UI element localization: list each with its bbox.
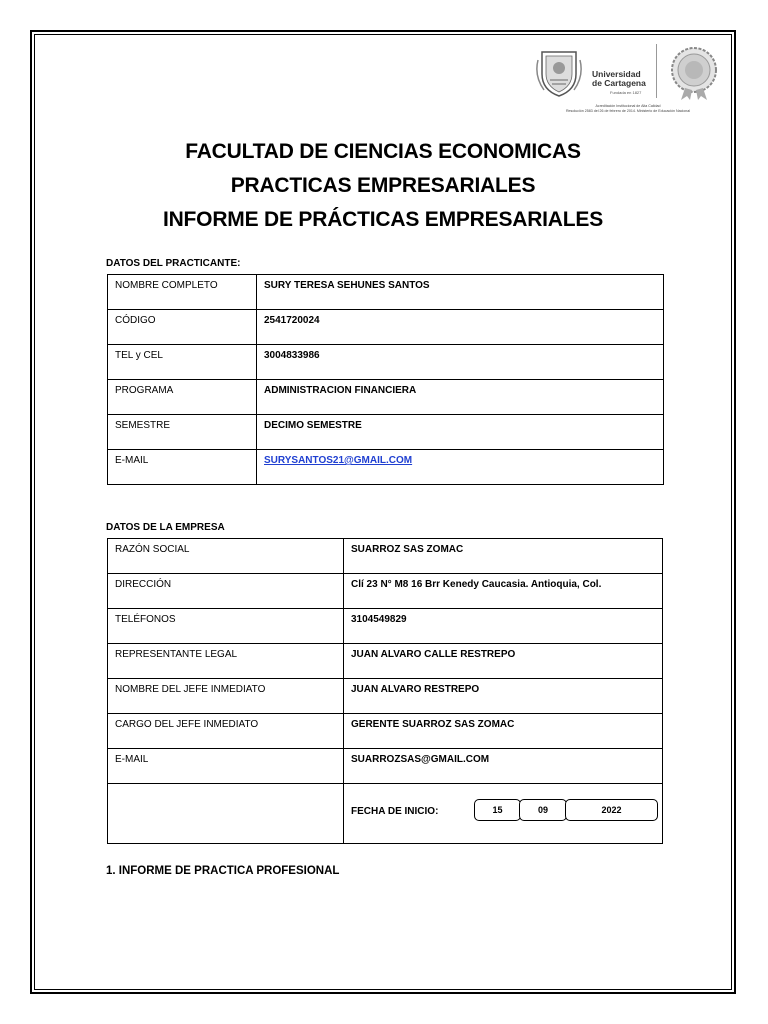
university-founded: Fundada en 1827 [610,90,642,95]
field-label: SEMESTRE [108,415,257,450]
field-value: SUARROZSAS@GMAIL.COM [344,749,663,784]
document-titles [34,135,732,237]
accreditation-seal-icon [665,44,723,102]
accreditation-text: Acreditación Institucional de Alta Calidad Resolución 2583 del 26 de febrero de 2014. Ministerio de Educación Nacional [565,104,691,113]
field-label: CÓDIGO [108,310,257,345]
field-label: E-MAIL [108,450,257,485]
field-label: RAZÓN SOCIAL [108,539,344,574]
table-row [108,539,663,574]
field-label: NOMBRE COMPLETO [108,275,257,310]
table-row [108,574,663,609]
field-value: ADMINISTRACION FINANCIERA [257,380,664,415]
field-value: Clí 23 N° M8 16 Brr Kenedy Caucasia. Antioquia, Col. [344,574,663,609]
logo-divider [656,44,657,98]
practicante-table [107,274,664,485]
field-label: NOMBRE DEL JEFE INMEDIATO [108,679,344,714]
field-value: 3004833986 [257,345,664,380]
field-value: JUAN ALVARO RESTREPO [344,679,663,714]
title-program: PRACTICAS EMPRESARIALES [230,174,536,197]
table-row [108,275,664,310]
field-label: E-MAIL [108,749,344,784]
field-value: SUARROZ SAS ZOMAC [344,539,663,574]
table-row [108,450,664,485]
section-practicante-title: DATOS DEL PRACTICANTE: [106,258,241,269]
field-label: REPRESENTANTE LEGAL [108,644,344,679]
field-value: GERENTE SUARROZ SAS ZOMAC [344,714,663,749]
field-value [257,450,664,485]
report-heading: 1. INFORME DE PRACTICA PROFESIONAL [106,865,340,877]
empty-cell [108,784,344,844]
table-row [108,380,664,415]
table-row [108,679,663,714]
field-label: CARGO DEL JEFE INMEDIATO [108,714,344,749]
title-faculty: FACULTAD DE CIENCIAS ECONOMICAS [185,140,581,163]
university-logo [530,42,710,122]
field-value: 3104549829 [344,609,663,644]
field-label: DIRECCIÓN [108,574,344,609]
table-row [108,345,664,380]
field-value: 2541720024 [257,310,664,345]
university-name: Universidad de Cartagena [592,69,646,88]
start-day-field[interactable]: 15 [474,799,521,821]
table-row [108,609,663,644]
title-report: INFORME DE PRÁCTICAS EMPRESARIALES [162,208,604,231]
start-month-field[interactable]: 09 [519,799,567,821]
field-label: TELÉFONOS [108,609,344,644]
start-date-label: FECHA DE INICIO: [344,784,663,844]
table-row [108,310,664,345]
table-row [108,415,664,450]
field-label: PROGRAMA [108,380,257,415]
start-year-field[interactable]: 2022 [565,799,658,821]
field-label: TEL y CEL [108,345,257,380]
field-value: JUAN ALVARO CALLE RESTREPO [344,644,663,679]
field-value: DECIMO SEMESTRE [257,415,664,450]
section-empresa-title: DATOS DE LA EMPRESA [106,522,225,533]
table-row [108,749,663,784]
field-value: SURY TERESA SEHUNES SANTOS [257,275,664,310]
table-row [108,714,663,749]
university-crest-icon [536,46,582,98]
student-email-link[interactable]: SURYSANTOS21@GMAIL.COM [264,455,413,466]
table-row [108,644,663,679]
